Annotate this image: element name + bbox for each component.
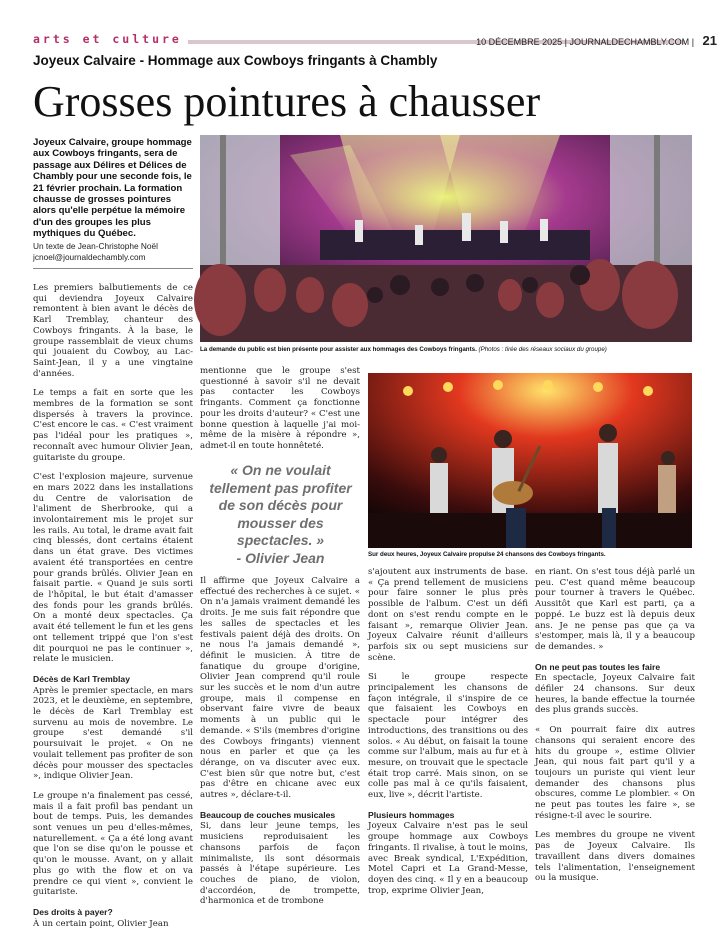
paragraph: Le temps a fait en sorte que les membres de la formation se sont dispersés à travers la province. C'est encore le cas. « C'est vraiment pas l'idéal pour les pratiques », reconnaît avec humour Olivier Jean, guitariste du groupe.	[33, 388, 193, 463]
photo2-caption: Sur deux heures, Joyeux Calvaire propulse 24 chansons des Cowboys fringants.	[368, 551, 606, 558]
byline-author: Un texte de Jean-Christophe Noël	[33, 241, 158, 251]
page-number: 21	[702, 33, 717, 48]
paragraph: Il affirme que Joyeux Calvaire a effectué des recherches à ce sujet. « On n'a jamais vraiment demandé les droits. Je me suis fait répondre que les salles de spectacles et les festivals paient déjà des droits. On ne nous l'a jamais demandé », définit le musicien. À titre de fanatique du groupe d'origine, Olivier Jean comprend qu'il roule sur les succès et le nom d'un autre groupe, mais il compense en observant faire vivre de beaux moments à un public qui le demande. « S'ils (membres d'origine des Cowboys fringants) viennent nous en parler et que ça les dérange, on va discuter avec eux. C'est bien sûr que notre but, c'est pas d'être en chicane avec eux autres », déclare-t-il.	[200, 576, 360, 801]
article-title: Grosses pointures à chausser	[33, 77, 541, 126]
byline-email[interactable]: jcnoel@journaldechambly.com	[33, 251, 146, 262]
paragraph: Après le premier spectacle, en mars 2023, et le deuxième, en septembre, le décès de Karl Tremblay est survenu au mois de novembre. Le groupe s'est demandé s'il poursuivait le projet. « On ne voulait tellement pas profiter de son décès pour mousser des spectacles », indique Olivier Jean.	[33, 685, 193, 782]
pull-quote-text: « On ne voulait tellement pas profiter de son décès pour mousser des spectacles. »	[209, 462, 352, 548]
subhead-deces: Décès de Karl Tremblay	[33, 673, 130, 684]
site-link[interactable]: JOURNALDECHAMBLY.COM	[569, 37, 690, 47]
concert-crowd-photo	[200, 135, 692, 342]
column-1	[33, 283, 193, 938]
byline	[33, 241, 193, 262]
band-stage-photo	[368, 373, 692, 548]
paragraph: mentionne que le groupe s'est questionné à savoir s'il ne devait pas contacter les Cowboys fringants. Comment ça fonctionne pour les droits d'auteur? « C'est une bonne question à laquelle j'ai moi-même de la misère à répondre », admet-il en toute honnêteté.	[200, 366, 360, 451]
paragraph: en riant. On s'est tous déjà parlé un peu. C'est quand même beaucoup pour tourner à travers le Québec. Aussitôt que Karl est parti, ça a poppé. Le buzz est là depuis deux ans. Je ne pense pas que ça va s'estomper, mais là, il y a beaucoup de demandes. »	[535, 567, 695, 652]
paragraph: À un certain point, Olivier Jean	[33, 918, 169, 929]
section-label: arts et culture	[33, 32, 182, 46]
paragraph: En spectacle, Joyeux Calvaire fait défiler 24 chansons. Sur deux heures, la bande effectue la tournée des plus grands succès.	[535, 673, 695, 716]
byline-divider	[33, 268, 193, 269]
subhead-hommages: Plusieurs hommages	[368, 809, 455, 820]
paragraph: Joyeux Calvaire n'est pas le seul groupe hommage aux Cowboys fringants. Il rivalise, à tout le moins, avec Break syndical, L'Expédition, Motel Capri et La Grand-Messe, doyen des cinq. « Il y en a beaucoup trop, exprime Olivier Jean,	[368, 821, 528, 896]
pull-quote-attribution: - Olivier Jean	[236, 549, 325, 566]
issue-date: 10 DÉCEMBRE 2025	[476, 37, 563, 47]
paragraph: C'est l'explosion majeure, survenue en mars 2022 dans les installations du Centre de valorisation de l'aliment de Sherbrooke, qui a involontairement mis le projet sur les rails. Au total, le drame avait fait cinq blessés, dont certains étaient dans un état grave. Des victimes avaient été transportées en centre pour grands brûlés. Olivier Jean en faisait partie. « Quand je suis sorti de l'hôpital, le but était d'amasser des fonds pour les grands brûlés. On a monté deux spectacles. Ça avait été tellement le fun et les gens ont tellement trippé que l'on s'est dit pourquoi ne pas le continuer », relate le musicien.	[33, 472, 193, 665]
column-2-bottom	[200, 576, 360, 916]
column-2-top	[200, 366, 360, 461]
column-4	[535, 567, 695, 893]
article-lead: Joyeux Calvaire, groupe hommage aux Cowboys fringants, sera de passage aux Délires et Délices de Chambly pour une seconde fois, le 21 février prochain. La formation chausse de grosses pointures alors qu'elle perpétue la mémoire d'un des groupes les plus mythiques du Québec.	[33, 137, 192, 240]
paragraph: Si le groupe respecte principalement les chansons de façon intégrale, il s'inspire de ce que faisaient les Cowboys en spectacle pour intégrer des introductions, des transitions ou des solos. « Au début, on faisait la toune comme sur l'album, mais au fur et à mesure, on trouvait que le spectacle était trop carré. Mais sinon, on se colle pas mal à ce qu'ils faisaient, eux, live », décrit l'artiste.	[368, 672, 528, 801]
subhead-faire: On ne peut pas toutes les faire	[535, 661, 661, 672]
page-header	[0, 0, 725, 50]
subhead-couches: Beaucoup de couches musicales	[200, 809, 336, 820]
paragraph: Si, dans leur jeune temps, les musiciens reproduisaient les chansons parfois de façon minimaliste, ils sont désormais passés à l'étape supérieure. Les couches de piano, de violon, d'accordéon, de trompette, d'harmonica et de trombone	[200, 821, 360, 907]
paragraph: Les membres du groupe ne vivent pas de Joyeux Calvaire. Ils travaillent dans divers domaines tels l'alimentation, l'enseignement ou la musique.	[535, 830, 695, 884]
article-kicker: Joyeux Calvaire - Hommage aux Cowboys fringants à Chambly	[33, 53, 438, 68]
photo1-caption: La demande du public est bien présente pour assister aux hommages des Cowboys fringants. (Photos : tirée des réseaux sociaux du groupe)	[200, 346, 607, 353]
photo-credit: (Photos : tirée des réseaux sociaux du groupe)	[478, 346, 607, 353]
paragraph: s'ajoutent aux instruments de base. « Ça prend tellement de musiciens pour faire sonner le plus près possible de l'album. C'est un défi dont on s'est rendu compte en le faisant », remarque Olivier Jean. Joyeux Calvaire réunit d'ailleurs parfois six ou sept musiciens sur scène.	[368, 567, 528, 663]
paragraph: Le groupe n'a finalement pas cessé, mais il a fait profil bas pendant un bout de temps. Puis, les demandes sont venues un peu d'elles-mêmes, naturellement. « Ça a été long avant que l'on se dise qu'on le pousse et qu'on le mousse. Avant, on y allait plus go with the flow et on va prendre ce qui vient », convient le guitariste.	[33, 790, 193, 898]
column-3	[368, 567, 528, 905]
paragraph: « On pourrait faire dix autres chansons qui seraient encore des hits du groupe », estime Olivier Jean, qui nous fait part qu'il y a toujours un puriste qui vient leur demander des chansons plus obscures, comme Le plombier. « On ne peut pas toutes les faire », se résigne-t-il avec le sourire.	[535, 725, 695, 821]
pull-quote	[203, 462, 358, 567]
page-meta: 10 DÉCEMBRE 2025 | JOURNALDECHAMBLY.COM | 21	[476, 33, 717, 48]
subhead-droits: Des droits à payer?	[33, 906, 113, 917]
paragraph: Les premiers balbutiements de ce qui deviendra Joyeux Calvaire remontent à bien avant le décès de Karl Tremblay, chanteur des Cowboys fringants. À la base, le groupe rassemblait de vieux chums qui jouaient du Cowboy, au Lac-Saint-Jean, il y a une vingtaine d'années.	[33, 283, 193, 379]
